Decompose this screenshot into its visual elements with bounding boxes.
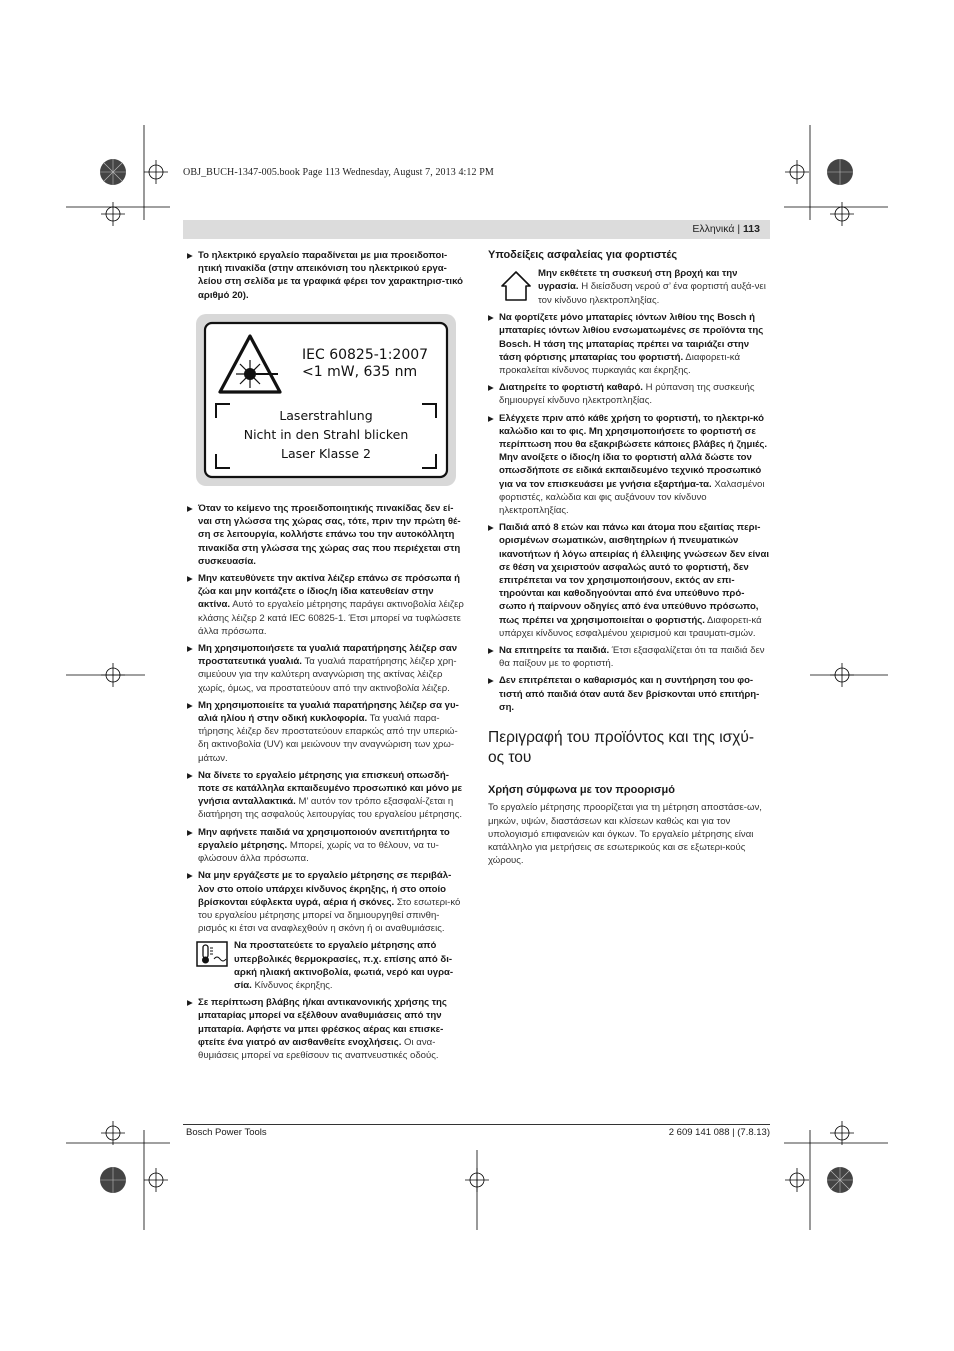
triangle-right-icon: ▶ xyxy=(187,827,193,837)
item-bold-text: Παιδιά από 8 ετών και πάνω και άτομα που εξαιτίας περι-ορισμένων σωματικών, αισθητηρίων ή πνευματικών ικανοτήτων ή λόγω απειρίας ή έλλειψης γνώσεων δεν είναι σε θέση να χειριστούν ασφαλώς αυτό το φορτιστή, δεν επιτρέπεται να τον χρησιμοποιήσουν, εκτός αν επι-τηρούνται και καθοδηγούνται από ένα υπεύθυνο πρό-σωπο ή παίρνουν οδηγίες από ένα υπεύθυνο πρόσωπο, πως πρέπει να χρησιμοποιείται ο φορτιστής. xyxy=(499,522,770,626)
item-text: Χαλασμένοι φορτιστές, καλώδια και φις αυξάνουν τον κίνδυνο ηλεκτροπληξίας. xyxy=(499,478,765,517)
house-icon xyxy=(500,270,532,302)
heat-warning-text: Κίνδυνος έκρηξης. xyxy=(251,979,333,991)
laser-warning-label xyxy=(196,314,456,486)
footer-brand: Bosch Power Tools xyxy=(186,1127,267,1138)
item-bold-text: Να φορτίζετε μόνο μπαταρίες ιόντων λιθίου της Bosch ή μπαταρίες ιόντων λιθίου ενσωματωμένες σε προϊόντα της Bosch. Η τάση της μπαταρίας πρέπει να ταιριάζει στην τάση φόρτισης μπαταρίας του φορτιστή. xyxy=(499,312,764,363)
section-title: Περιγραφή του προϊόντος και της ισχύ-ος του xyxy=(488,729,754,767)
list-item xyxy=(187,996,466,1062)
triangle-right-icon: ▶ xyxy=(187,770,193,780)
item-text: Μπορεί, χωρίς να το θέλουν, να τυ-φλώσουν άλλα πρόσωπα. xyxy=(198,839,439,865)
item-text: Διαφορετι-κά υπάρχει κίνδυνος εσφαλμένου χειρισμού και τραυματι-σμών. xyxy=(499,614,762,639)
battery-warning-bold: Σε περίπτωση βλάβης ή/και αντικανονικής χρήσης της μπαταρίας μπορεί να εξέλθουν αναθυμιάσεις από την μπαταρία. Αφήστε να μπει φρέσκος αέρας και επισκε-φτείτε ένα γιατρό αν αισθανθείτε ενοχλήσεις. xyxy=(198,997,447,1048)
label-line-1: Laserstrahlung xyxy=(279,407,373,423)
page-number: 113 xyxy=(743,223,760,235)
list-item xyxy=(488,311,770,377)
list-item xyxy=(187,502,466,568)
item-text: Έτσι εξασφαλίζεται ότι τα παιδιά δεν θα παίξουν με το φορτιστή. xyxy=(499,645,765,670)
page-header xyxy=(692,223,760,235)
heat-warning xyxy=(187,939,466,992)
list-item xyxy=(488,521,770,640)
triangle-right-icon: ▶ xyxy=(488,646,494,656)
list-item xyxy=(187,826,466,866)
triangle-right-icon: ▶ xyxy=(187,998,193,1008)
intro-text: Το ηλεκτρικό εργαλείο παραδίνεται με μια προειδοποι-ητική πινακίδα (στην απεικόνιση του ηλεκτρικού εργα-λείου στη σελίδα με τα γραφικά φέρει τον χαρακτηρισ-τικό αριθμό 20). xyxy=(198,250,463,301)
list-item xyxy=(488,412,770,518)
list-item xyxy=(488,644,770,670)
heat-warning-bold: Να προστατεύετε το εργαλείο μέτρησης από υπερβολικές θερμοκρασίες, π.χ. επίσης από δι-αρκή ηλιακή ακτινοβολία, φωτιά, νερό και υγρα-σία. xyxy=(234,940,454,991)
charger-heading: Υποδείξεις ασφαλείας για φορτιστές xyxy=(488,249,678,261)
item-bold-text: Μη χρησιμοποιήσετε τα γυαλιά παρατήρησης λέιζερ σαν προστατευτικά γυαλιά. xyxy=(198,643,458,668)
list-item xyxy=(488,674,770,714)
battery-warning-text: Οι ανα-θυμιάσεις μπορεί να ερεθίσουν τις αναπνευστικές οδούς. xyxy=(198,1036,439,1061)
triangle-right-icon: ▶ xyxy=(187,251,193,260)
usage-text: Το εργαλείο μέτρησης προορίζεται για τη μέτρηση αποστάσε-ων, μηκών, υψών, διαστάσεων και κλίσεων καθώς και για τον υπολογισμό επιφανειών και όγκων. Το εργαλείο μέτρησης είναι κατάλληλο για μετρήσεις σε εσωτερικούς και σε εξωτερι-κούς χώρους. xyxy=(488,802,762,867)
triangle-right-icon: ▶ xyxy=(187,871,193,881)
thermometer-icon xyxy=(196,941,228,973)
item-text: Τα γυαλιά παρατήρησης λέιζερ χρη-σιμεύουν για την καλύτερη αναγνώριση της ακτίνας λέιζερ χωρίς, όμως, να προστατεύουν από την ακτινοβολία λέιζερ. xyxy=(198,656,457,694)
triangle-right-icon: ▶ xyxy=(488,313,494,323)
triangle-right-icon: ▶ xyxy=(488,676,494,686)
label-line-2: Nicht in den Strahl blicken xyxy=(243,426,409,442)
list-item xyxy=(187,572,466,638)
item-bold-text: Όταν το κείμενο της προειδοποιητικής πινακίδας δεν εί-ναι στη γλώσσα της χώρας σας, τότε, πριν την πρώτη θέ-ση σε λειτουργία, κολλήστε επάνω του την αυτοκόλλητη πινακίδα στη γλώσσα της χώρας σας που περιέχεται στη συσκευασία. xyxy=(198,503,461,567)
header-separator: | xyxy=(737,223,741,235)
item-bold-text: Δεν επιτρέπεται ο καθαρισμός και η συντήρηση του φο-τιστή από παιδιά όταν αυτά δεν βρίσκονται υπό επιτήρη-ση. xyxy=(499,675,760,713)
triangle-right-icon: ▶ xyxy=(488,413,494,423)
footer-doc-number: 2 609 141 088 | (7.8.13) xyxy=(668,1127,770,1138)
footer-rule xyxy=(183,1124,770,1125)
list-item xyxy=(488,381,770,407)
print-slug: OBJ_BUCH-1347-005.book Page 113 Wednesday, August 7, 2013 4:12 PM xyxy=(183,167,494,178)
item-bold-text: Ελέγχετε πριν από κάθε χρήση το φορτιστή, το ηλεκτρι-κό καλώδιο και το φις. Μη χρησιμοποιήσετε το φορτιστή σε περίπτωση που θα εξακριβώσετε κάποιες βλάβες ή ζημιές. Μην ανοίξετε ο ίδιος/η ίδια το φορτιστή αλλά δώστε τον οπωσδήποτε σε ειδικά εκπαιδευμένο τεχνικό προσωπικό για να τον επισκευάσει με γνήσια εξαρτήμα-τα. xyxy=(499,412,767,490)
item-bold-text: Να δίνετε το εργαλείο μέτρησης για επισκευή οπωσδή-ποτε σε κατάλληλα εκπαιδευμένο προσωπικό και μόνο με γνήσια ανταλλακτικά. xyxy=(198,769,463,808)
item-bold-text: Μην αφήνετε παιδιά να χρησιμοποιούν ανεπιτήρητα το εργαλείο μέτρησης. xyxy=(198,826,450,851)
triangle-right-icon: ▶ xyxy=(488,523,494,533)
item-text: Στο εσωτερι-κό του εργαλείου μέτρησης μπορεί να δημιουργηθεί σπινθη-ρισμός κι έτσι να αναφλεχθούν η σκόνη ή οι αναθυμιάσεις. xyxy=(198,896,461,935)
list-item xyxy=(187,642,466,695)
left-safety-list xyxy=(187,502,466,935)
label-standard: IEC 60825-1:2007 xyxy=(302,346,429,363)
item-text: Αυτό το εργαλείο μέτρησης παράγει ακτινοβολία λέιζερ κλάσης λέιζερ 2 κατά IEC 60825-1. Έτσι μπορεί να τυφλώσετε άλλα πρόσωπα. xyxy=(198,599,464,637)
triangle-right-icon: ▶ xyxy=(187,504,193,514)
item-bold-text: Να επιτηρείτε τα παιδιά. xyxy=(499,645,610,657)
item-text: Διαφορετι-κά προκαλείται κίνδυνος πυρκαγιάς και έκρηξης. xyxy=(499,351,741,377)
label-power: <1 mW, 635 nm xyxy=(302,363,418,380)
right-column xyxy=(488,249,770,867)
list-item xyxy=(187,869,466,935)
rain-warning-bold: Μην εκθέτετε τη συσκευή στη βροχή και την υγρασία. xyxy=(538,268,738,293)
item-bold-text: Μη χρησιμοποιείτε τα γυαλιά παρατήρησης λέιζερ σα γυ-αλιά ηλίου ή στην οδική κυκλοφορία. xyxy=(198,699,459,725)
triangle-right-icon: ▶ xyxy=(187,700,193,710)
item-bold-text: Διατηρείτε το φορτιστή καθαρό. xyxy=(499,382,643,394)
left-column xyxy=(187,249,466,1066)
triangle-right-icon: ▶ xyxy=(187,574,193,584)
item-bold-text: Να μην εργάζεστε με το εργαλείο μέτρησης σε περιβάλ-λον στο οποίο υπάρχει κίνδυνος έκρηξης, ή στο οποίο βρίσκονται εύφλεκτα υγρά, αέρια ή σκόνες. xyxy=(198,870,452,908)
rain-warning-text: Η διείσδυση νερού σ’ ένα φορτιστή αυξά-νει τον κίνδυνο ηλεκτροπληξίας. xyxy=(538,281,766,306)
item-text: Τα γυαλιά παρα-τήρησης λέιζερ δεν προστατεύουν επαρκώς από την υπεριώ-δη ακτινοβολία (UV) και μειώνουν την αναγνώριση των χρω-μάτων. xyxy=(198,713,458,764)
list-item xyxy=(187,249,466,302)
rain-warning xyxy=(488,267,770,307)
item-text: Η ρύπανση της συσκευής δημιουργεί κίνδυνο ηλεκτροπληξίας. xyxy=(499,382,755,407)
page-header-bar xyxy=(183,220,770,239)
label-line-3: Laser Klasse 2 xyxy=(281,445,371,461)
item-text: Μ’ αυτόν τον τρόπο εξασφαλί-ζεται η διατήρηση της ασφαλούς λειτουργίας του εργαλείου μέτρησης. xyxy=(198,796,463,821)
list-item xyxy=(187,769,466,822)
triangle-right-icon: ▶ xyxy=(488,383,494,393)
triangle-right-icon: ▶ xyxy=(187,644,193,654)
list-item xyxy=(187,699,466,765)
item-bold-text: Μην κατευθύνετε την ακτίνα λέιζερ επάνω σε πρόσωπα ή ζώα και μην κοιτάζετε ο ίδιος/η ίδια κατευθείαν στην ακτίνα. xyxy=(198,573,460,611)
usage-heading: Χρήση σύμφωνα με τον προορισμό xyxy=(488,784,675,797)
header-language: Ελληνικά xyxy=(692,223,735,235)
right-safety-list xyxy=(488,311,770,714)
